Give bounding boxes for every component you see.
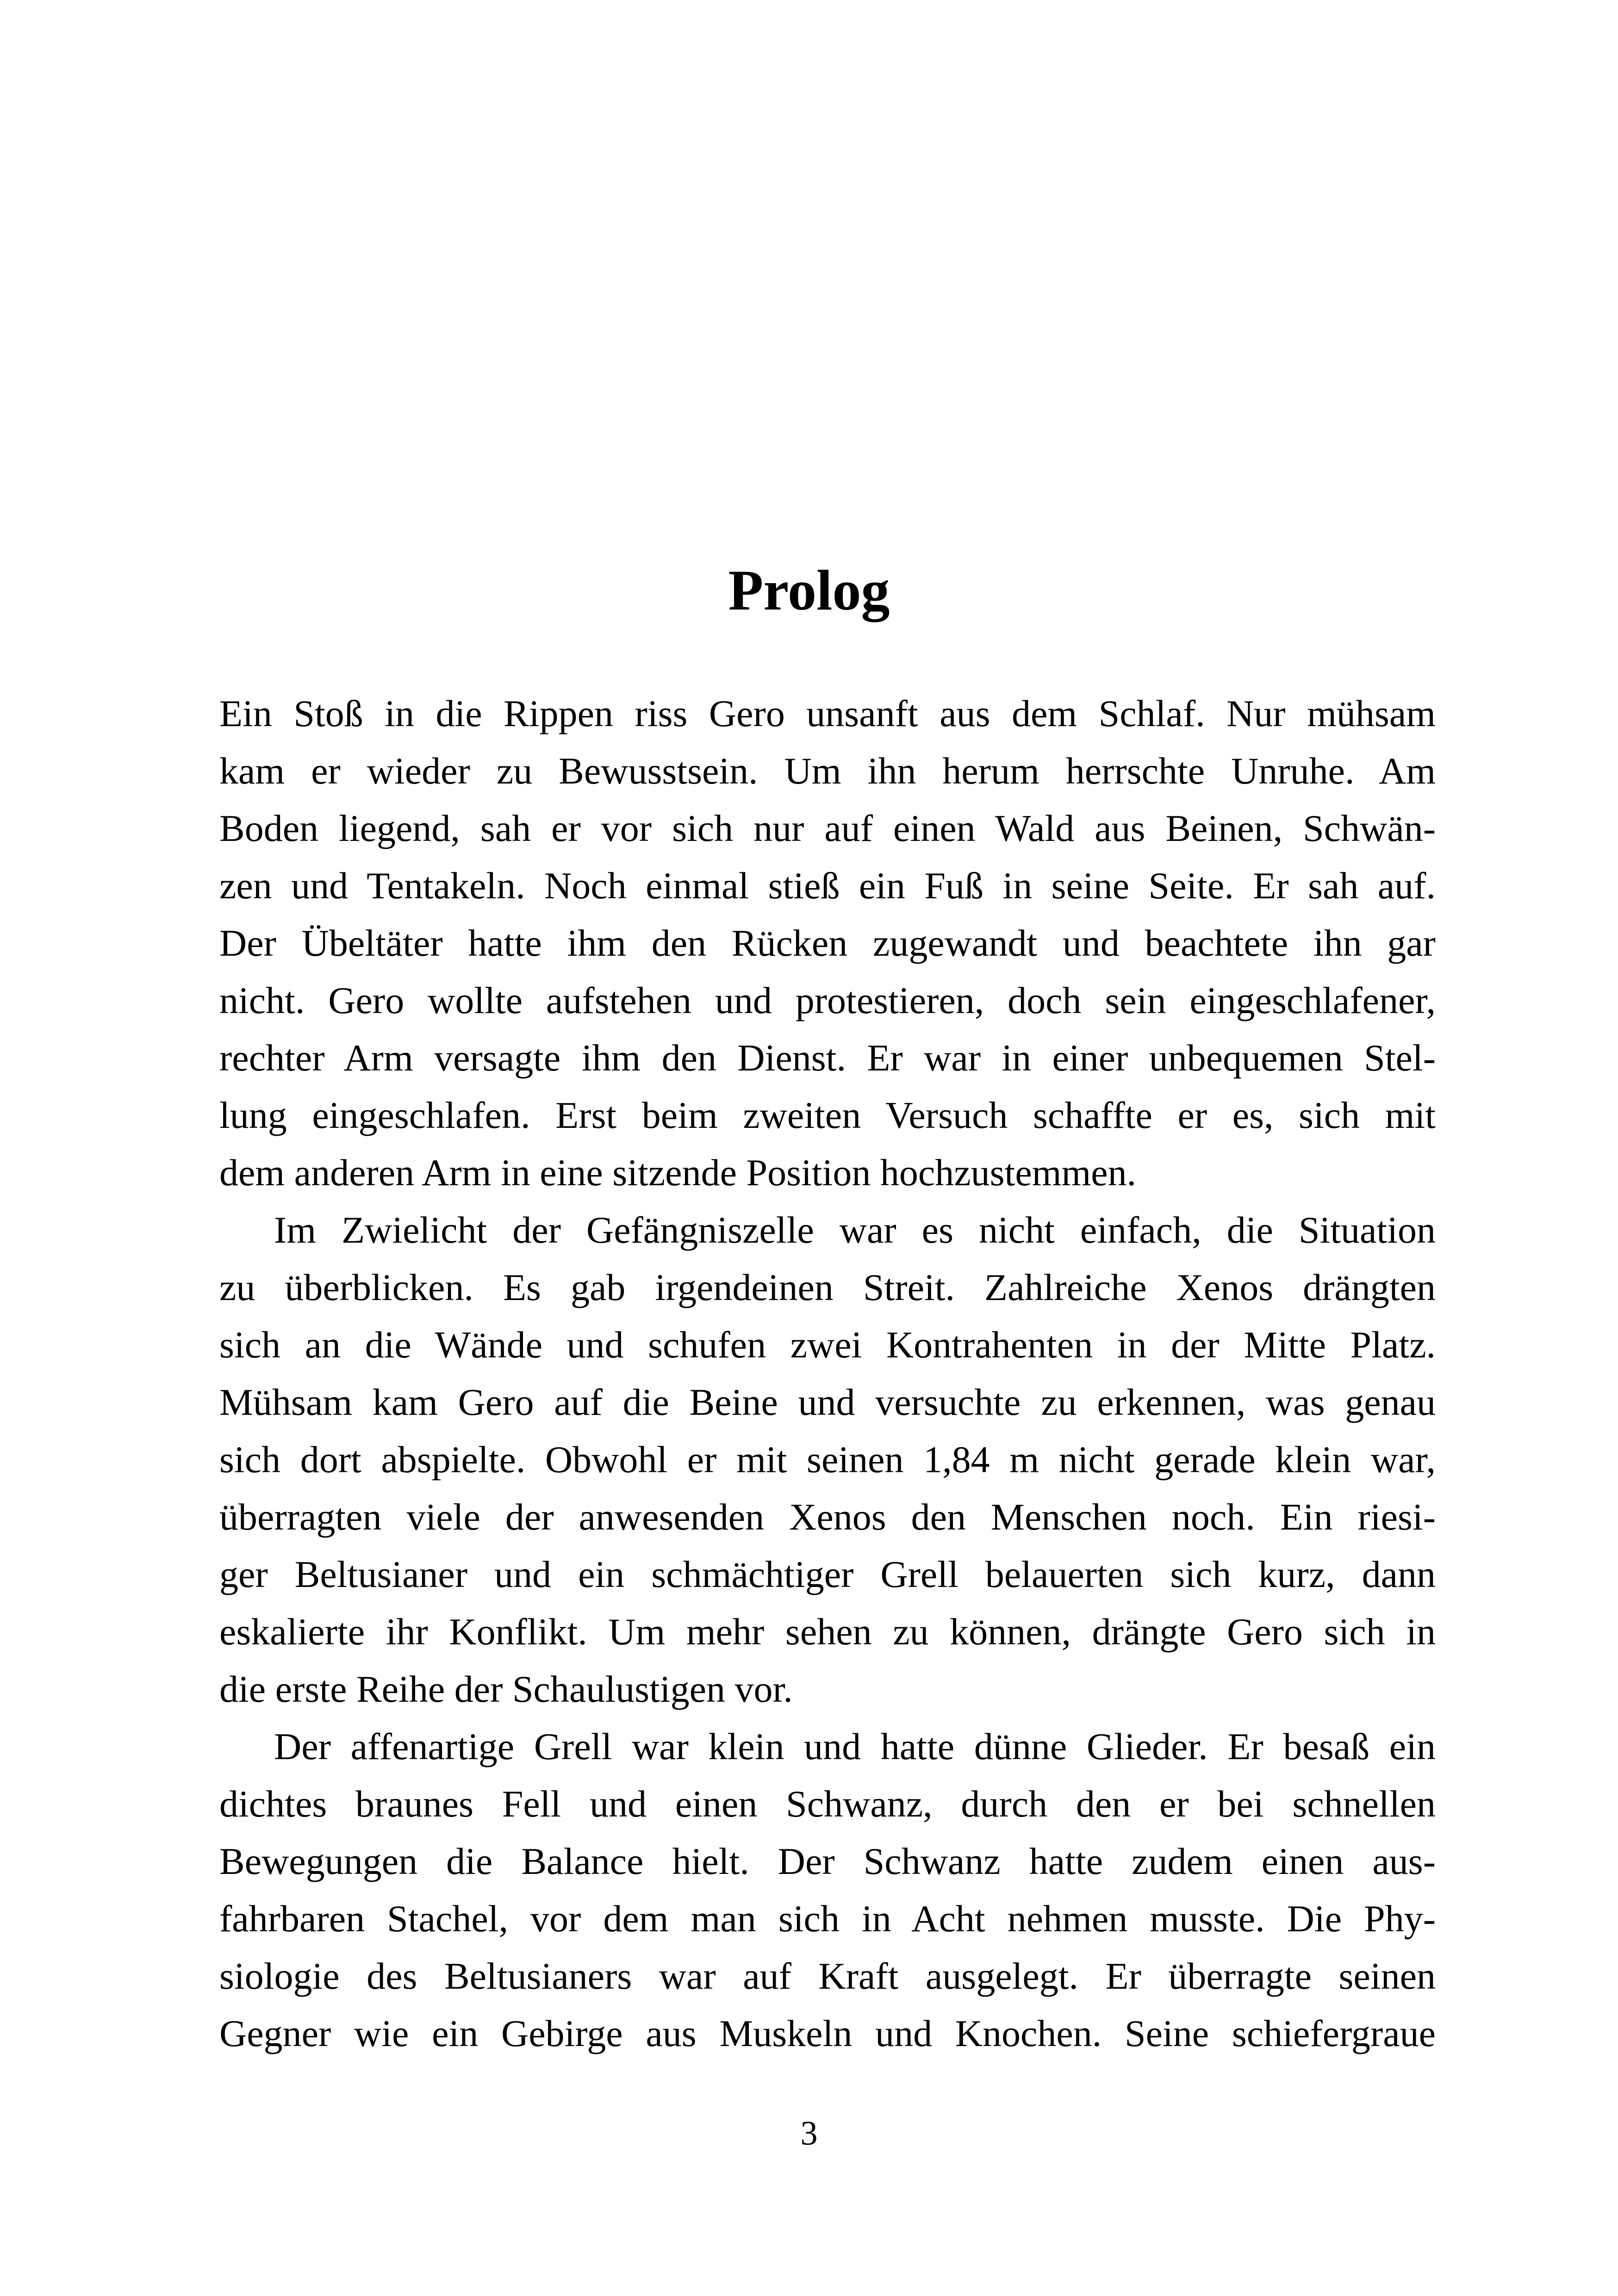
text-line: rechter Arm versagte ihm den Dienst. Er war in einer unbequemen Stel- <box>219 1037 1436 1079</box>
text-line: fahrbaren Stachel, vor dem man sich in Acht nehmen musste. Die Phy- <box>219 1898 1436 1940</box>
text-line: lung eingeschlafen. Erst beim zweiten Versuch schaffte er es, sich mit <box>219 1094 1436 1136</box>
text-line: Der Übeltäter hatte ihm den Rücken zugewandt und beachtete ihn gar <box>219 922 1436 964</box>
text-line: die erste Reihe der Schaulustigen vor. <box>219 1668 793 1710</box>
text-line: Der affenartige Grell war klein und hatte dünne Glieder. Er besaß ein <box>274 1725 1436 1767</box>
chapter-title: Prolog <box>728 559 890 622</box>
page-number: 3 <box>800 2115 818 2153</box>
text-line: eskalierte ihr Konflikt. Um mehr sehen zu können, drängte Gero sich in <box>219 1611 1436 1653</box>
text-line: überragten viele der anwesenden Xenos den Menschen noch. Ein riesi- <box>219 1496 1436 1538</box>
text-line: dichtes braunes Fell und einen Schwanz, durch den er bei schnellen <box>219 1783 1436 1825</box>
text-line: siologie des Beltusianers war auf Kraft ausgelegt. Er überragte seinen <box>219 1955 1436 1997</box>
text-line: Im Zwielicht der Gefängniszelle war es nicht einfach, die Situation <box>274 1209 1436 1251</box>
text-line: Mühsam kam Gero auf die Beine und versuchte zu erkennen, was genau <box>219 1381 1436 1423</box>
text-line: Ein Stoß in die Rippen riss Gero unsanft aus dem Schlaf. Nur mühsam <box>219 692 1436 734</box>
paragraph <box>219 1718 1436 2062</box>
text-line: kam er wieder zu Bewusstsein. Um ihn herum herrschte Unruhe. Am <box>219 750 1436 792</box>
text-line: nicht. Gero wollte aufstehen und protestieren, doch sein eingeschlafener, <box>219 979 1436 1021</box>
text-line: dem anderen Arm in eine sitzende Position hochzustemmen. <box>219 1151 1137 1194</box>
text-line: sich dort abspielte. Obwohl er mit seinen 1,84 m nicht gerade klein war, <box>219 1438 1436 1481</box>
text-line: sich an die Wände und schufen zwei Kontrahenten in der Mitte Platz. <box>219 1324 1436 1366</box>
text-line: ger Beltusianer und ein schmächtiger Grell belauerten sich kurz, dann <box>219 1553 1436 1595</box>
text-line: Bewegungen die Balance hielt. Der Schwanz hatte zudem einen aus- <box>219 1840 1436 1882</box>
text-line: zu überblicken. Es gab irgendeinen Streit. Zahlreiche Xenos drängten <box>219 1266 1436 1308</box>
paragraph <box>219 685 1436 1201</box>
paragraph <box>219 1201 1436 1718</box>
text-line: Gegner wie ein Gebirge aus Muskeln und Knochen. Seine schiefergraue <box>219 2012 1436 2054</box>
text-line: zen und Tentakeln. Noch einmal stieß ein Fuß in seine Seite. Er sah auf. <box>219 865 1436 907</box>
body-text <box>219 685 1436 2062</box>
text-line: Boden liegend, sah er vor sich nur auf einen Wald aus Beinen, Schwän- <box>219 807 1436 849</box>
